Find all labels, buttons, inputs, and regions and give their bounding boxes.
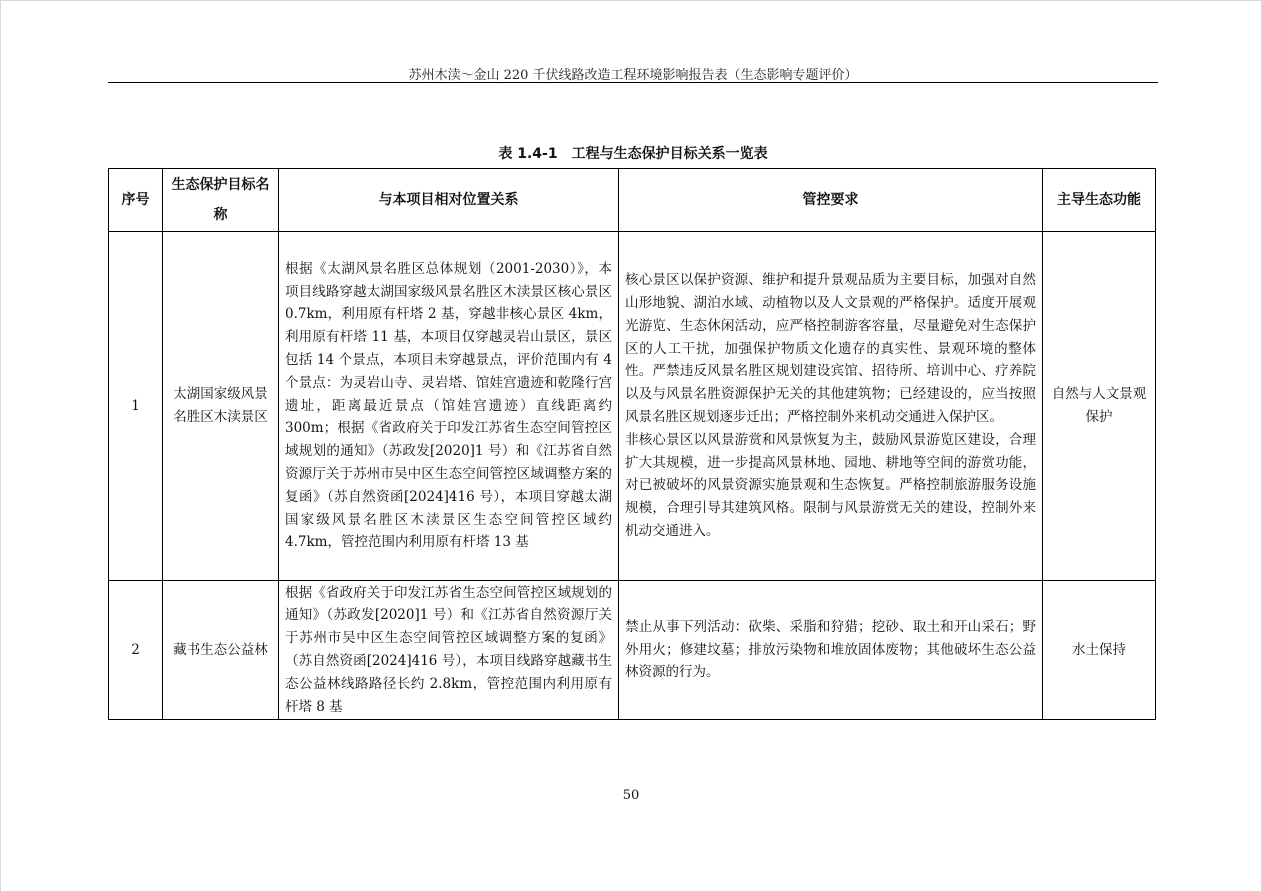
- table-header-row: [109, 169, 1156, 232]
- cell-function: 水土保持: [1043, 581, 1156, 720]
- column-header-requirements: 管控要求: [619, 169, 1043, 232]
- cell-requirements: [619, 232, 1043, 581]
- page-number: 50: [622, 788, 640, 803]
- cell-requirements: [619, 581, 1043, 720]
- cell-relation: 根据《太湖风景名胜区总体规划（2001-2030）》，本项目线路穿越太湖国家级风景名胜区木渎景区核心景区 0.7km，利用原有杆塔 2 基，穿越非核心景区 4km，利用原有杆塔 11 基，本项目仅穿越灵岩山景区，景区包括 14 个景点，本项目未穿越景点，评价范围内有 4 个景点：为灵岩山寺、灵岩塔、馆娃宫遗迹和乾隆行宫遗址，距离最近景点（馆娃宫遗迹）直线距离约 300m；根据《省政府关于印发江苏省生态空间管控区域规划的通知》（苏政发[2020]1 号）和《江苏省自然资源厅关于苏州市吴中区生态空间管控区域调整方案的复函》（苏自然资函[2024]416 号），本项目穿越太湖国家级风景名胜区木渎景区生态空间管控区域约 4.7km，管控范围内利用原有杆塔 13 基: [279, 232, 619, 581]
- requirements-paragraph: 非核心景区以风景游赏和风景恢复为主，鼓励风景游览区建设，合理扩大其规模，进一步提高风景林地、园地、耕地等空间的游赏功能，对已被破坏的风景资源实施景观和生态恢复。严格控制旅游服务设施规模，合理引导其建筑风格。限制与风景游赏无关的建设，控制外来机动交通进入。: [625, 431, 1036, 539]
- cell-relation: 根据《省政府关于印发江苏省生态空间管控区域规划的通知》（苏政发[2020]1 号）和《江苏省自然资源厅关于苏州市吴中区生态空间管控区域调整方案的复函》（苏自然资函[2024]416 号），本项目线路穿越藏书生态公益林线路路径长约 2.8km，管控范围内利用原有杆塔 8 基: [279, 581, 619, 720]
- cell-index: 2: [109, 581, 163, 720]
- table-row: [109, 232, 1156, 581]
- table-caption: 表 1.4-1 工程与生态保护目标关系一览表: [498, 146, 768, 162]
- running-header: 苏州木渎～金山 220 千伏线路改造工程环境影响报告表（生态影响专题评价）: [408, 68, 858, 83]
- column-header-relation: 与本项目相对位置关系: [279, 169, 619, 232]
- column-header-target: 生态保护目标名称: [163, 169, 279, 232]
- column-header-function: 主导生态功能: [1043, 169, 1156, 232]
- column-header-index: 序号: [109, 169, 163, 232]
- cell-index: 1: [109, 232, 163, 581]
- cell-function: 自然与人文景观保护: [1043, 232, 1156, 581]
- requirements-paragraph: 核心景区以保护资源、维护和提升景观品质为主要目标，加强对自然山形地貌、湖泊水域、动植物以及人文景观的严格保护。适度开展观光游览、生态休闲活动，应严格控制游客容量，尽量避免对生态保护区的人工干扰，加强保护物质文化遗存的真实性、景观环境的整体性。严禁违反风景名胜区规划建设宾馆、招待所、培训中心、疗养院以及与风景名胜资源保护无关的其他建筑物；已经建设的，应当按照风景名胜区规划逐步迁出；严格控制外来机动交通进入保护区。: [625, 272, 1036, 425]
- table-row: [109, 581, 1156, 720]
- cell-target: 藏书生态公益林: [163, 581, 279, 720]
- relation-table: [108, 168, 1156, 720]
- header-rule: [108, 82, 1158, 83]
- cell-target: 太湖国家级风景名胜区木渎景区: [163, 232, 279, 581]
- requirements-paragraph: 禁止从事下列活动：砍柴、采脂和狩猎；挖砂、取土和开山采石；野外用火；修建坟墓；排放污染物和堆放固体废物；其他破坏生态公益林资源的行为。: [625, 618, 1036, 681]
